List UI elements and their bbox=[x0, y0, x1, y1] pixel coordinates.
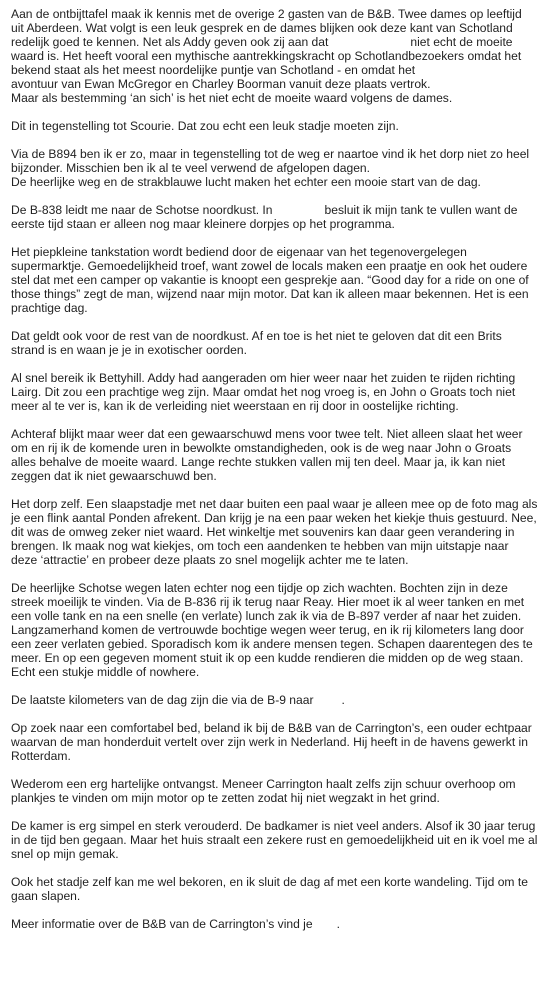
paragraph-schotse-wegen bbox=[11, 581, 539, 679]
text-line: een zeer verlaten gebied. Sporadisch kom ik andere mensen tegen. Schapen daarentegen des te bbox=[11, 637, 533, 651]
text-line: uit Aberdeen. Wat volgt is een leuk gesprek en de dames blijken ook deze kant van Schotland bbox=[11, 21, 513, 35]
paragraph-stadje bbox=[11, 875, 539, 903]
paragraph-dorp bbox=[11, 497, 539, 567]
text-segment: De B-838 leidt me naar de Schotse noordkust. In bbox=[11, 203, 273, 217]
text-line: De heerlijke weg en de strakblauwe lucht maken het echter een mooie start van de dag. bbox=[11, 175, 481, 189]
text-line: Lairg. Dit zou een prachtige weg zijn. Maar omdat het nog vroeg is, en John o Groats toch niet bbox=[11, 385, 516, 399]
text-segment: redelijk goed te kennen. Net als Addy geven ook zij aan dat bbox=[11, 35, 329, 49]
text-line: bijzonder. Misschien ben ik al te veel verwend de afgelopen dagen. bbox=[11, 161, 371, 175]
paragraph-meer-informatie bbox=[11, 917, 539, 931]
text-line: stel dat met een camper op vakantie is knoopt een gesprekje aan. “Good day for a ride on one of bbox=[11, 273, 529, 287]
text-line: meer al te ver is, kan ik de verleiding niet weerstaan en rij door in oostelijke richting. bbox=[11, 399, 459, 413]
text-line: gaan slapen. bbox=[11, 889, 81, 903]
text-line: Dit in tegenstelling tot Scourie. Dat zou echt een leuk stadje moeten zijn. bbox=[11, 119, 399, 133]
text-segment: Meer informatie over de B&B van de Carrington’s vind je bbox=[11, 917, 313, 931]
text-line: deze ‘attractie’ en probeer deze plaats zo snel mogelijk achter me te laten. bbox=[11, 553, 409, 567]
text-line: Het dorp zelf. Een slaapstadje met net daar buiten een paal waar je alleen mee op de foto mag als bbox=[11, 497, 538, 511]
text-line: Het piepkleine tankstation wordt bediend door de eigenaar van het tegenovergelegen bbox=[11, 245, 467, 259]
text-line: Al snel bereik ik Bettyhill. Addy had aangeraden om hier weer naar het zuiden te rijden richting bbox=[11, 371, 516, 385]
text-line: Echt een stukje middle of nowhere. bbox=[11, 665, 200, 679]
text-line: Langzamerhand komen de vertrouwde bochtige wegen weer terug, en ik rij kilometers lang door bbox=[11, 623, 524, 637]
text-line: prachtige dag. bbox=[11, 301, 88, 315]
paragraph-achteraf bbox=[11, 427, 539, 483]
text-segment: niet echt de moeite bbox=[410, 35, 513, 49]
paragraph-ontvangst bbox=[11, 777, 539, 805]
text-line: De heerlijke Schotse wegen laten echter nog een tijdje op zich wachten. Bochten zijn in deze bbox=[11, 581, 508, 595]
paragraph-noordkust bbox=[11, 329, 539, 357]
paragraph-b838 bbox=[11, 203, 539, 231]
text-line: strand is en waan je je in exotischer oorden. bbox=[11, 343, 247, 357]
text-line: plankjes te vinden om mijn motor op te zetten zodat hij niet wegzakt in het grind. bbox=[11, 791, 440, 805]
text-line: Op zoek naar een comfortabel bed, beland ik bij de B&B van de Carrington’s, een ouder echtpaar bbox=[11, 721, 532, 735]
text-line: Dat geldt ook voor de rest van de noordkust. Af en toe is het niet te geloven dat dit een Brits bbox=[11, 329, 502, 343]
text-line bbox=[11, 693, 539, 707]
text-line: dit was de omweg zeker niet waard. Het winkeltje met souvenirs kan daar geen verandering in bbox=[11, 525, 515, 539]
paragraph-b894 bbox=[11, 147, 539, 189]
text-segment: . bbox=[336, 917, 340, 931]
text-line: zeggen dat ik niet gewaarschuwd ben. bbox=[11, 469, 217, 483]
text-line: Aan de ontbijttafel maak ik kennis met de overige 2 gasten van de B&B. Twee dames op leeftijd bbox=[11, 7, 522, 21]
text-line: Achteraf blijkt maar weer dat een gewaarschuwd mens voor twee telt. Niet alleen slaat het weer bbox=[11, 427, 523, 441]
paragraph-bettyhill bbox=[11, 371, 539, 413]
text-line: alles behalve de moeite waard. Lange rechte stukken vallen mij ten deel. Maar ja, ik kan niet bbox=[11, 455, 506, 469]
text-line: in de tijd ben gegaan. Maar het huis straalt een zekere rust en gemoedelijkheid uit en ik voel me al bbox=[11, 833, 538, 847]
text-line: avontuur van Ewan McGregor en Charley Boorman vanuit deze plaats vertrok. bbox=[11, 77, 431, 91]
paragraph-breakfast bbox=[11, 7, 539, 105]
paragraph-kamer bbox=[11, 819, 539, 861]
paragraph-carrington bbox=[11, 721, 539, 763]
text-line: om en rij ik de komende uren in bewolkte omstandigheden, ook is de weg naar John o Groats bbox=[11, 441, 512, 455]
text-line: meer. En op een gegeven moment stuit ik op een kudde rendieren die midden op de weg staan. bbox=[11, 651, 524, 665]
text-line: Wederom een erg hartelijke ontvangst. Meneer Carrington haalt zelfs zijn schuur overhoop om bbox=[11, 777, 516, 791]
text-line bbox=[11, 917, 539, 931]
paragraph-tankstation bbox=[11, 245, 539, 315]
paragraph-b9 bbox=[11, 693, 539, 707]
text-line: waard is. Het heeft vooral een mythische aantrekkingskracht op Schotlandbezoekers omdat het bbox=[11, 49, 522, 63]
text-line: je een flink aantal Ponden afrekent. Dan krijg je na een paar weken het kiekje thuis gestuurd. Nee, bbox=[11, 511, 537, 525]
text-line bbox=[11, 35, 539, 49]
text-line: eerste tijd staan er alleen nog maar kleinere dorpjes op het programma. bbox=[11, 217, 395, 231]
text-line: snel op mijn gemak. bbox=[11, 847, 119, 861]
text-line: Rotterdam. bbox=[11, 749, 71, 763]
text-segment: besluit ik mijn tank te vullen want de bbox=[324, 203, 518, 217]
text-line: Maar als bestemming ‘an sich’ is het niet echt de moeite waard volgens de dames. bbox=[11, 91, 453, 105]
text-segment: . bbox=[341, 693, 345, 707]
article-body bbox=[11, 7, 539, 945]
text-line: brengen. Ik maak nog wat kiekjes, om toch een aandenken te hebben van mijn uitstapje naar bbox=[11, 539, 509, 553]
text-line: Ook het stadje zelf kan me wel bekoren, en ik sluit de dag af met een korte wandeling. Tijd om te bbox=[11, 875, 528, 889]
text-line: bekend staat als het meest noordelijke puntje van Schotland - en omdat het bbox=[11, 63, 416, 77]
paragraph-scourie bbox=[11, 119, 539, 133]
text-line bbox=[11, 203, 539, 217]
text-line: Via de B894 ben ik er zo, maar in tegenstelling tot de weg er naartoe vind ik het dorp niet zo heel bbox=[11, 147, 530, 161]
text-line: De kamer is erg simpel en sterk verouderd. De badkamer is niet veel anders. Alsof ik 30 jaar terug bbox=[11, 819, 536, 833]
text-line: those things” zegt de man, wijzend naar mijn motor. Dat kan ik alleen maar bekennen. Het is een bbox=[11, 287, 529, 301]
text-segment: De laatste kilometers van de dag zijn die via de B-9 naar bbox=[11, 693, 314, 707]
text-line: een volle tank en na een snelle (en verlate) lunch zak ik via de B-897 verder af naar het zuiden. bbox=[11, 609, 522, 623]
text-line: waarvan de man honderduit vertelt over zijn werk in Nederland. Hij heeft in de havens gewerkt in bbox=[11, 735, 528, 749]
text-line: streek moeilijk te vinden. Via de B-836 rij ik terug naar Reay. Hier moet ik al weer tanken en met bbox=[11, 595, 525, 609]
text-line: supermarktje. Gemoedelijkheid troef, want zowel de locals maken een praatje en ook het oudere bbox=[11, 259, 528, 273]
